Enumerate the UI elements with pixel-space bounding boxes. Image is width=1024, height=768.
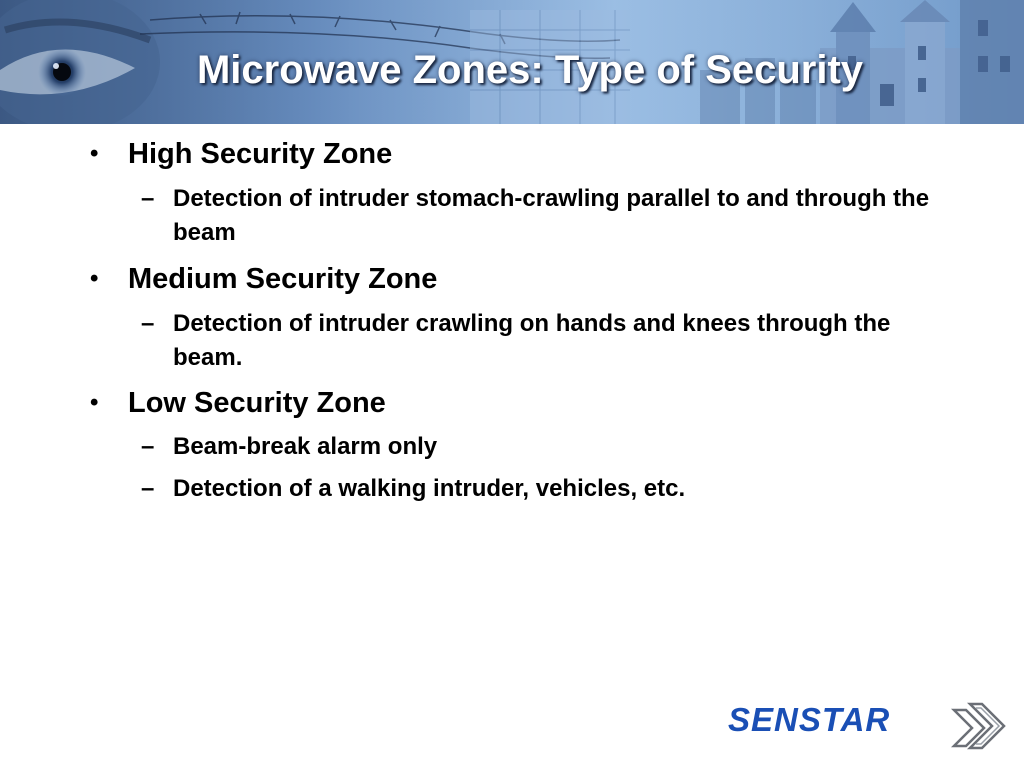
list-item-label: Low Security Zone: [128, 387, 386, 419]
dash-icon: –: [141, 475, 155, 502]
sub-item: [141, 307, 933, 375]
list-item-low: [90, 386, 386, 420]
list-item-label: Medium Security Zone: [128, 263, 438, 295]
sub-item: [141, 430, 933, 464]
bullet-icon: •: [90, 140, 99, 167]
sub-item: [141, 182, 933, 250]
sub-item-text: Beam-break alarm only: [173, 433, 438, 460]
dash-icon: –: [141, 185, 155, 212]
list-item-high: [90, 137, 393, 171]
page-title: Microwave Zones: Type of Security: [196, 48, 864, 92]
bullet-icon: •: [90, 265, 99, 292]
sub-item-text: Detection of intruder crawling on hands and knees through the beam.: [173, 310, 891, 371]
list-item-label: High Security Zone: [128, 138, 393, 170]
senstar-logo: [728, 700, 1008, 754]
list-item-medium: [90, 262, 438, 296]
chevron-logo-icon: [950, 700, 1006, 752]
sub-item-text: Detection of intruder stomach-crawling parallel to and through the beam: [173, 185, 930, 246]
sub-item: [141, 472, 933, 506]
bullet-icon: •: [90, 389, 99, 416]
dash-icon: –: [141, 310, 155, 337]
sub-item-text: Detection of a walking intruder, vehicles, etc.: [173, 475, 686, 502]
dash-icon: –: [141, 433, 155, 460]
logo-text: SENSTAR: [728, 701, 891, 738]
